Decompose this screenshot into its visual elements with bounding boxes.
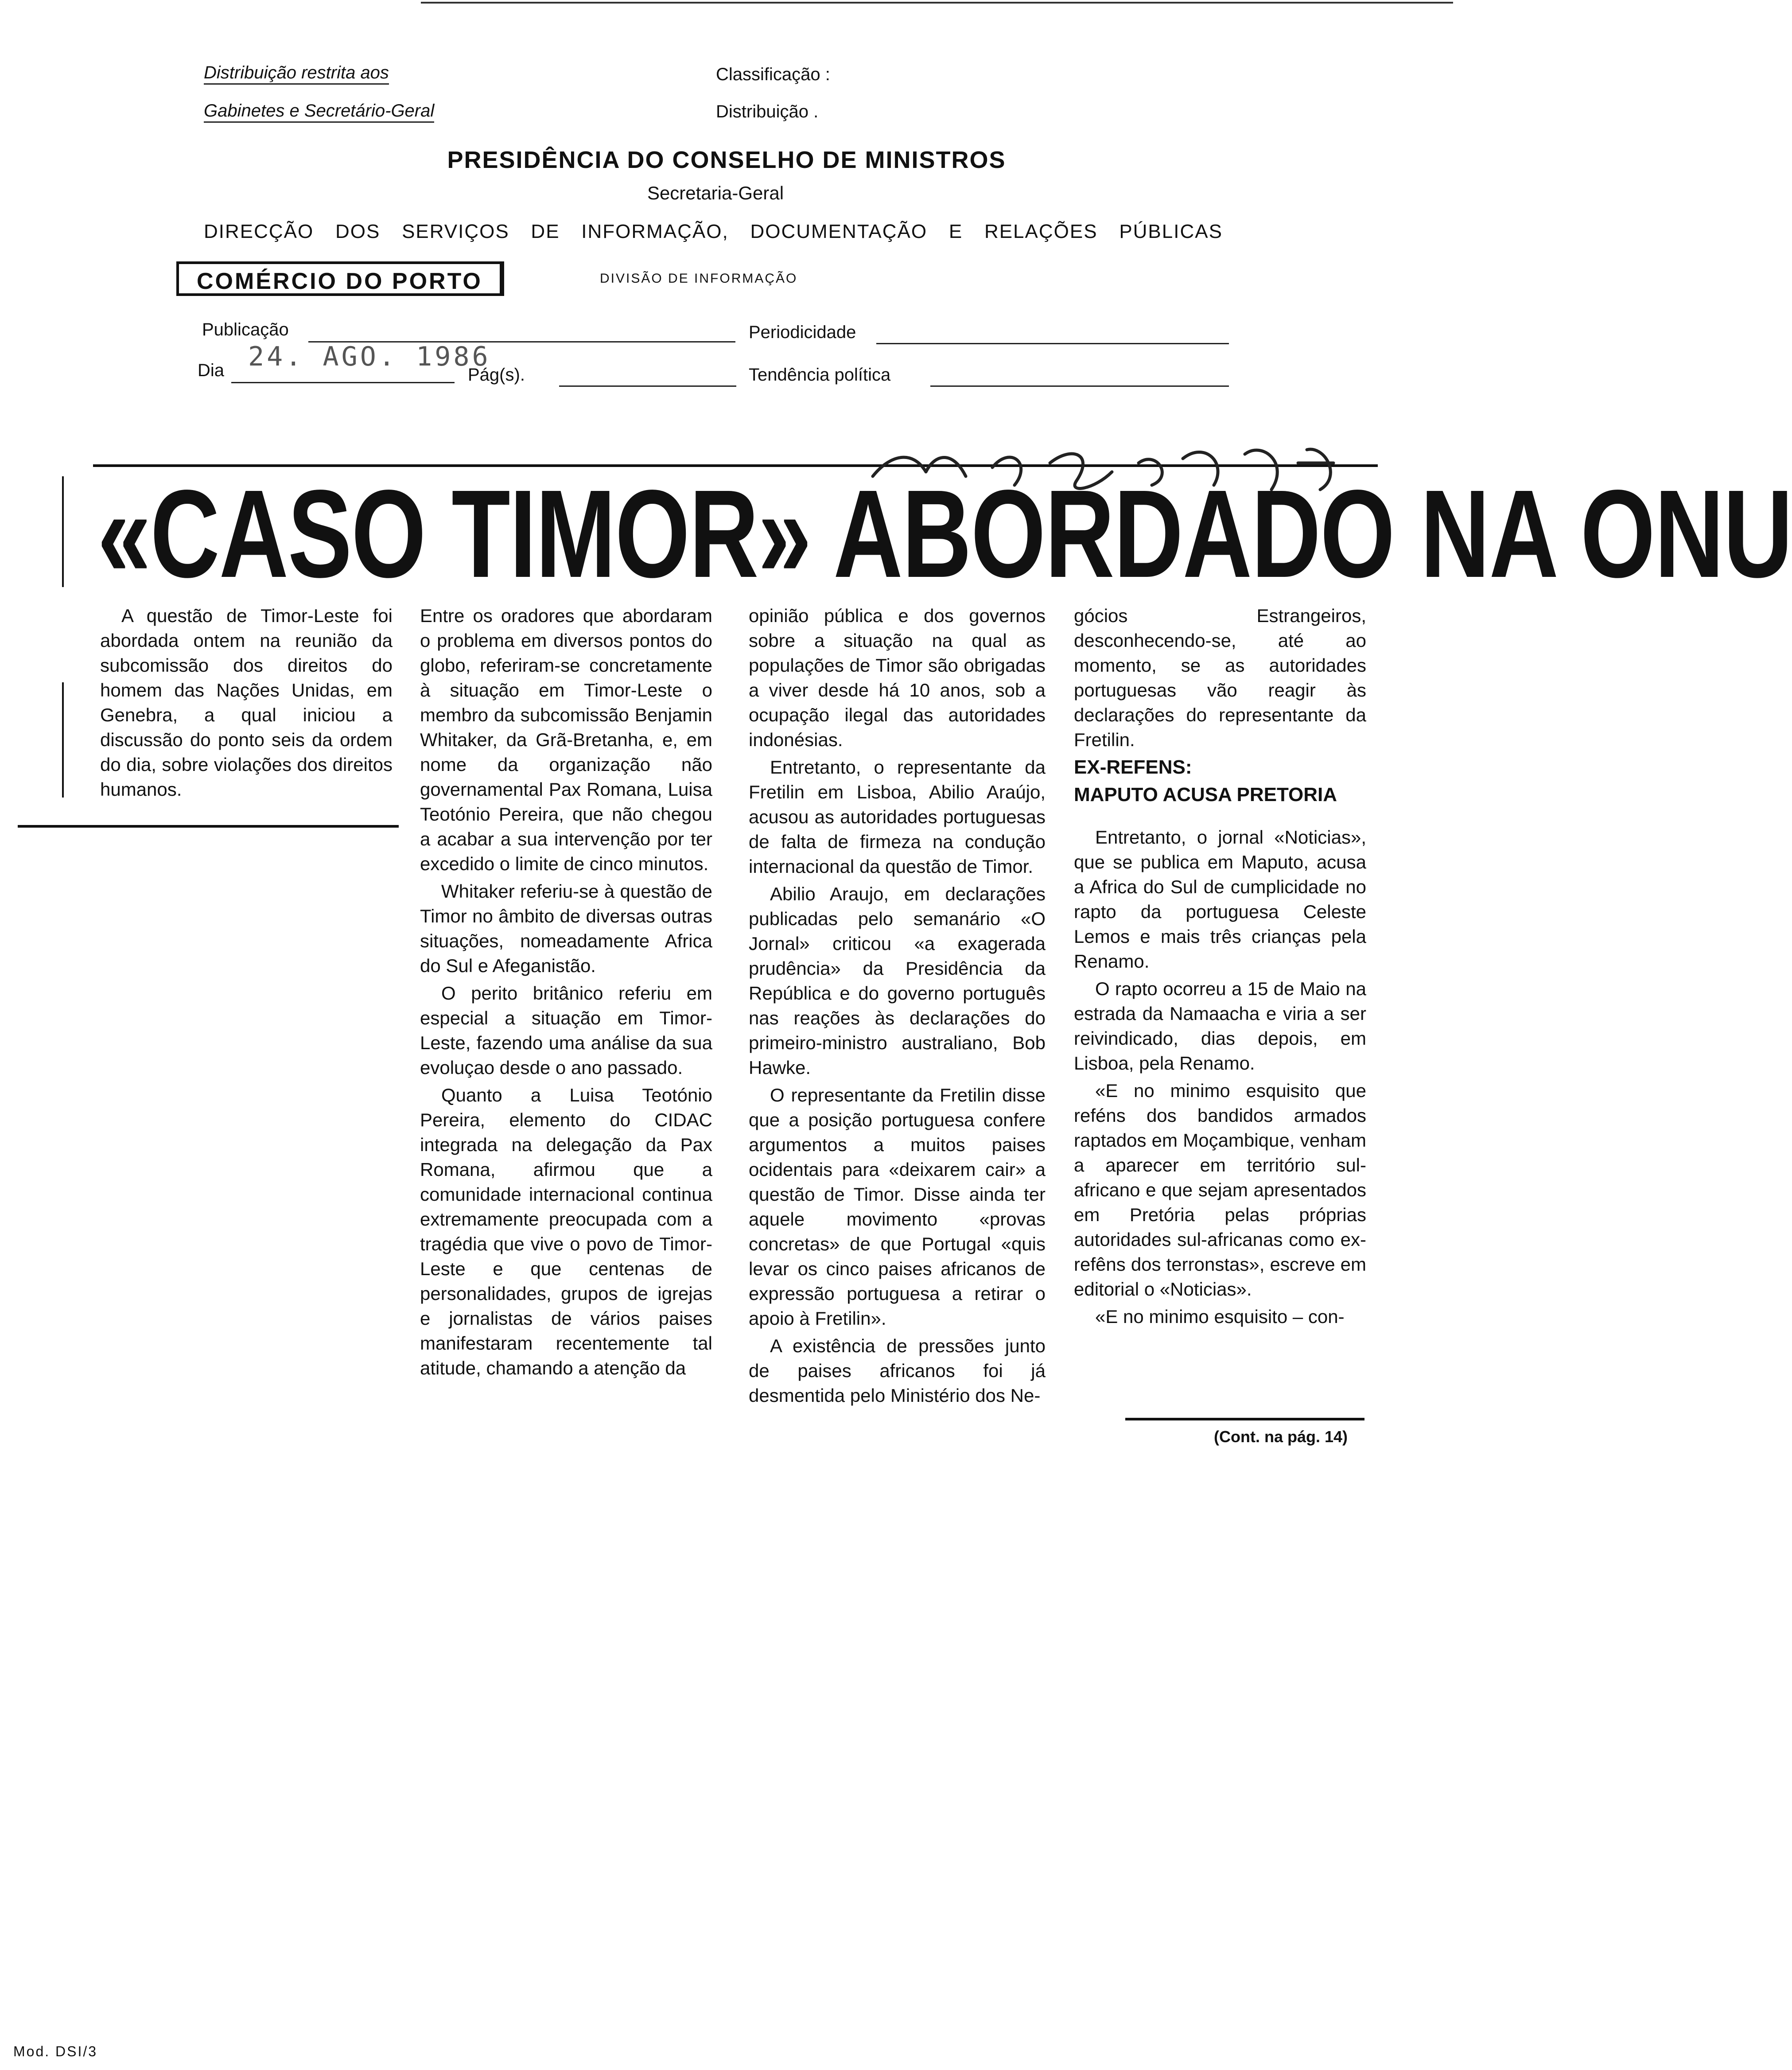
periodicidade-field-line <box>876 343 1229 344</box>
column-3-paragraph-1: opinião pública e dos governos sobre a situação na qual as populações de Timor são obrigadas a viver desde há 10 anos, sob a ocupação ilegal das autoridades indonésias. <box>749 605 1046 750</box>
column-4-paragraph-1: gócios Estrangeiros, desconhecendo-se, até ao momento, se as autoridades portuguesas vão reagir às declarações do representante da Fretilin. <box>1074 605 1366 750</box>
margin-mark-bottom <box>62 682 64 798</box>
distribution-line-2 <box>204 101 434 121</box>
tendencia-label: Tendência política <box>749 365 891 385</box>
column-4-paragraph-3: O rapto ocorreu a 15 de Maio na estrada da Namaacha e viria a ser reivindicado, dias depois, em Lisboa, pela Renamo. <box>1074 978 1366 1074</box>
column-1-end-rule <box>18 825 399 828</box>
column-1-paragraph-1: A questão de Timor-Leste foi abordada ontem na reunião da subcomissão dos direitos do homem das Nações Unidas, em Genebra, a qual iniciou a discussão do ponto seis da ordem do dia, sobre violações dos direitos humanos. <box>100 605 393 800</box>
direccao-line <box>204 221 1223 243</box>
publication-stamp: COMÉRCIO DO PORTO <box>176 261 504 296</box>
subhead-ex-refens: EX-REFENS: <box>1074 756 1192 778</box>
direccao-word: DE <box>531 221 560 242</box>
pags-field-line <box>559 385 736 387</box>
column-2-paragraph-2: Whitaker referiu-se à questão de Timor no âmbito de diversas outras situações, nomeadamente Africa do Sul e Afeganistão. <box>420 881 712 976</box>
article-column-4 <box>1074 603 1366 1332</box>
distribution-line-1 <box>204 63 389 83</box>
continuation-note: (Cont. na pág. 14) <box>1214 1428 1348 1446</box>
column-2-paragraph-4: Quanto a Luisa Teotónio Pereira, elemento do CIDAC integrada na delegação da Pax Romana, afirmou que a comunidade internacional continua extremamente preocupada com a tragédia que vive o povo de Timor-Leste e que centenas de personalidades, grupos de igrejas e jornalistas de vários paises manifestaram recentemente tal atitude, chamando a atenção da <box>420 1085 712 1378</box>
article-column-2 <box>420 603 712 1383</box>
direccao-word: RELAÇÕES <box>984 221 1098 242</box>
direccao-word: INFORMAÇÃO, <box>581 221 729 242</box>
margin-mark-top <box>62 476 64 587</box>
periodicidade-label: Periodicidade <box>749 323 856 342</box>
classificacao-label: Classificação : <box>716 65 830 84</box>
divisao-label: DIVISÃO DE INFORMAÇÃO <box>600 271 798 286</box>
institution-title: PRESIDÊNCIA DO CONSELHO DE MINISTROS <box>447 147 1006 173</box>
dia-label: Dia <box>198 361 225 380</box>
distribution-text-1: Distribuição restrita aos <box>204 63 389 85</box>
direccao-word: E <box>948 221 963 242</box>
tendencia-field-line <box>930 385 1229 387</box>
column-4-paragraph-4: «E no minimo esquisito que reféns dos bandidos armados raptados em Moçambique, venham a aparecer em território sul-africano e que sejam apresentados em Pretória pelas próprias autoridades sul-africanas como ex-refêns dos terronstas», escreve em editorial o «Noticias». <box>1074 1080 1366 1300</box>
column-3-paragraph-4: O representante da Fretilin disse que a posição portuguesa confere argumentos a muitos paises ocidentais para «deixarem cair» a questão de Timor. Disse ainda ter aquele movimento «provas concretas» de que Portugal «quis levar os cinco paises africanos de expressão portuguesa a retirar o apoio à Fretilin». <box>749 1085 1046 1329</box>
column-4-paragraph-2: Entretanto, o jornal «Noticias», que se publica em Maputo, acusa a Africa do Sul de cumplicidade no rapto da portuguesa Celeste Lemos e mais três crianças pela Renamo. <box>1074 827 1366 972</box>
form-code: Mod. DSI/3 <box>13 2043 98 2059</box>
column-3-paragraph-2: Entretanto, o representante da Fretilin em Lisboa, Abilio Araújo, acusou as autoridades portuguesas de falta de firmeza na condução internacional da questão de Timor. <box>749 757 1046 877</box>
article-column-3 <box>749 603 1046 1411</box>
direccao-word: PÚBLICAS <box>1119 221 1223 242</box>
top-border-line <box>421 2 1453 4</box>
distribution-text-2: Gabinetes e Secretário-Geral <box>204 101 434 123</box>
pags-label: Pág(s). <box>468 365 525 385</box>
secretaria-subtitle: Secretaria-Geral <box>647 183 784 203</box>
article-headline: «CASO TIMOR» ABORDADO NA ONU <box>97 464 1792 603</box>
dia-field-line <box>231 382 455 383</box>
column-3-paragraph-5: A existência de pressões junto de paises africanos foi já desmentida pelo Ministério dos Ne- <box>749 1335 1046 1406</box>
direccao-word: SERVIÇOS <box>402 221 509 242</box>
direccao-word: DOS <box>335 221 381 242</box>
column-2-paragraph-1: Entre os oradores que abordaram o problema em diversos pontos do globo, referiram-se concretamente à situação em Timor-Leste o membro da subcomissão Benjamin Whitaker, da Grã-Bretanha, e, em nome da organização não governamental Pax Romana, Luisa Teotónio Pereira, que não chegou a acabar a sua intervenção por ter excedido o limite de cinco minutos. <box>420 605 712 874</box>
column-4-paragraph-5: «E no minimo esquisito – con- <box>1095 1306 1345 1327</box>
date-stamp: 24. AGO. 1986 <box>248 341 491 372</box>
distribuicao-label: Distribuição . <box>716 102 819 121</box>
column-4-end-rule <box>1125 1418 1364 1420</box>
publicacao-label: Publicação <box>202 320 289 339</box>
column-2-paragraph-3: O perito britânico referiu em especial a situação em Timor-Leste, fazendo uma análise da sua evoluçao desde o ano passado. <box>420 983 712 1078</box>
direccao-word: DIRECÇÃO <box>204 221 314 242</box>
subhead-maputo-acusa: MAPUTO ACUSA PRETORIA <box>1074 784 1337 805</box>
article-column-1 <box>100 603 393 805</box>
direccao-word: DOCUMENTAÇÃO <box>750 221 928 242</box>
column-3-paragraph-3: Abilio Araujo, em declarações publicadas pelo semanário «O Jornal» criticou «a exagerada prudência» da Presidência da República e do governo português nas reações às declarações do primeiro-ministro australiano, Bob Hawke. <box>749 883 1046 1078</box>
